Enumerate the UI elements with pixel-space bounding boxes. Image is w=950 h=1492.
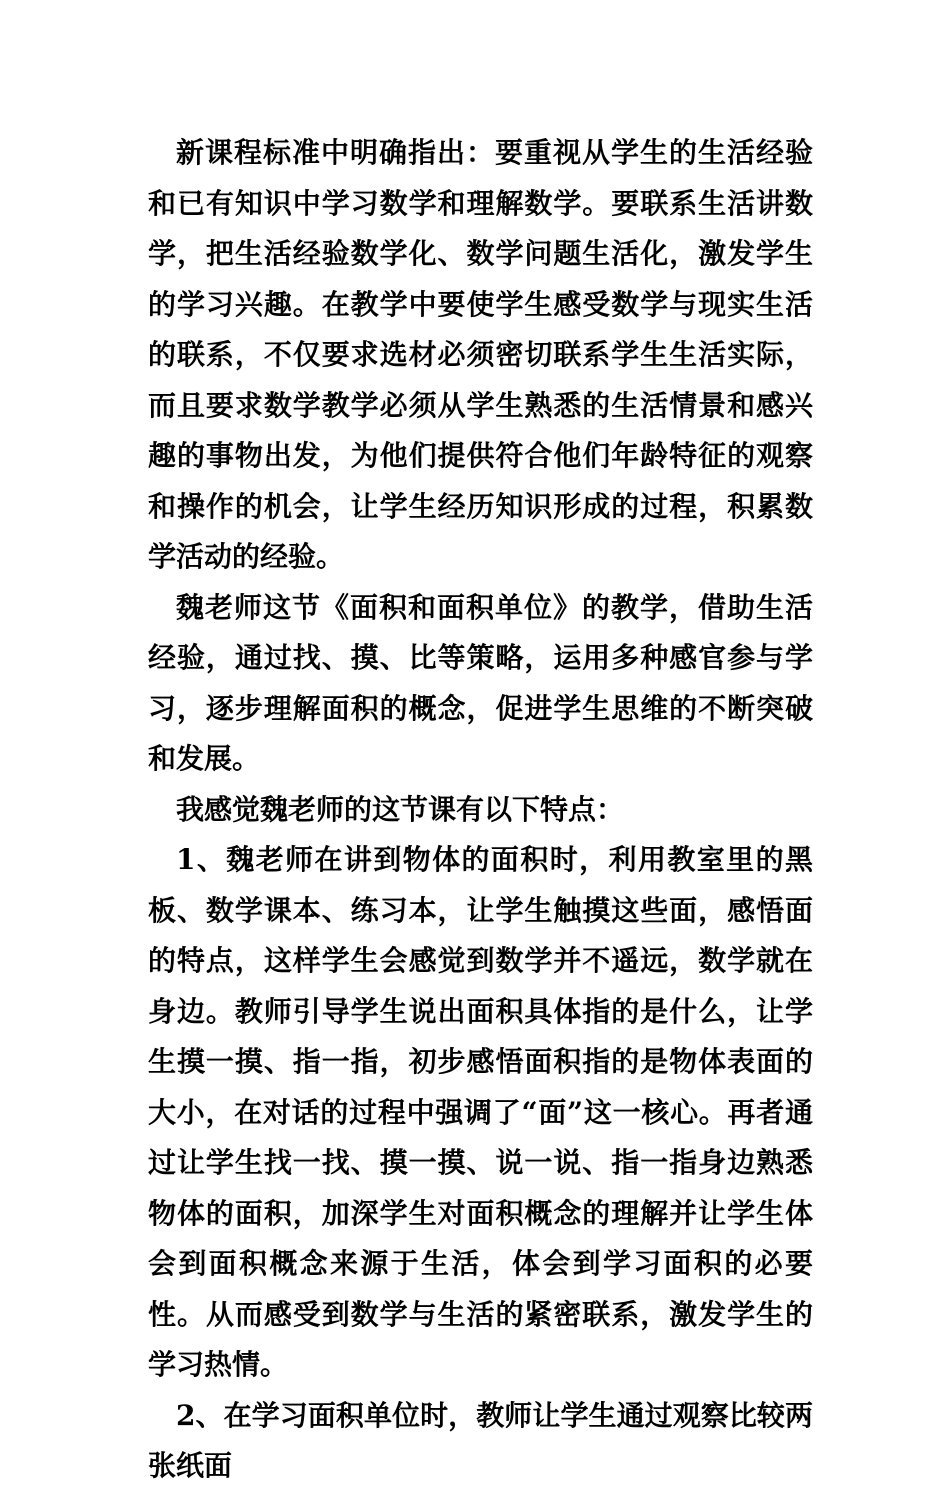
- paragraph-feature-2: 2、在学习面积单位时，教师让学生通过观察比较两张纸面: [148, 1398, 813, 1482]
- paragraph-curriculum-standard: 新课程标准中明确指出：要重视从学生的生活经验和已有知识中学习数学和理解数学。要联系生活讲数学，把生活经验数学化、数学问题生活化，激发学生的学习兴趣。在教学中要使学生感受数学与现实生活的联系，不仅要求选材必须密切联系学生生活实际，而且要求数学教学必须从学生熟悉的生活情景和感兴趣的事物出发，为他们提供符合他们年龄特征的观察和操作的机会，让学生经历知识形成的过程，积累数学活动的经验。: [148, 136, 813, 573]
- paragraph-features-intro: 我感觉魏老师的这节课有以下特点：: [176, 792, 625, 826]
- body-text: [148, 128, 813, 1492]
- paragraph-lesson-summary: 魏老师这节《面积和面积单位》的教学，借助生活经验，通过找、摸、比等策略，运用多种感官参与学习，逐步理解面积的概念，促进学生思维的不断突破和发展。: [148, 590, 813, 775]
- paragraph-feature-1: 1、魏老师在讲到物体的面积时，利用教室里的黑板、数学课本、练习本，让学生触摸这些面，感悟面的特点，这样学生会感觉到数学并不遥远，数学就在身边。教师引导学生说出面积具体指的是什么，让学生摸一摸、指一指，初步感悟面积指的是物体表面的大小，在对话的过程中强调了“面”这一核心。再者通过让学生找一找、摸一摸、说一说、指一指身边熟悉物体的面积，加深学生对面积概念的理解并让学生体会到面积概念来源于生活，体会到学习面积的必要性。从而感受到数学与生活的紧密联系，激发学生的学习热情。: [148, 843, 813, 1381]
